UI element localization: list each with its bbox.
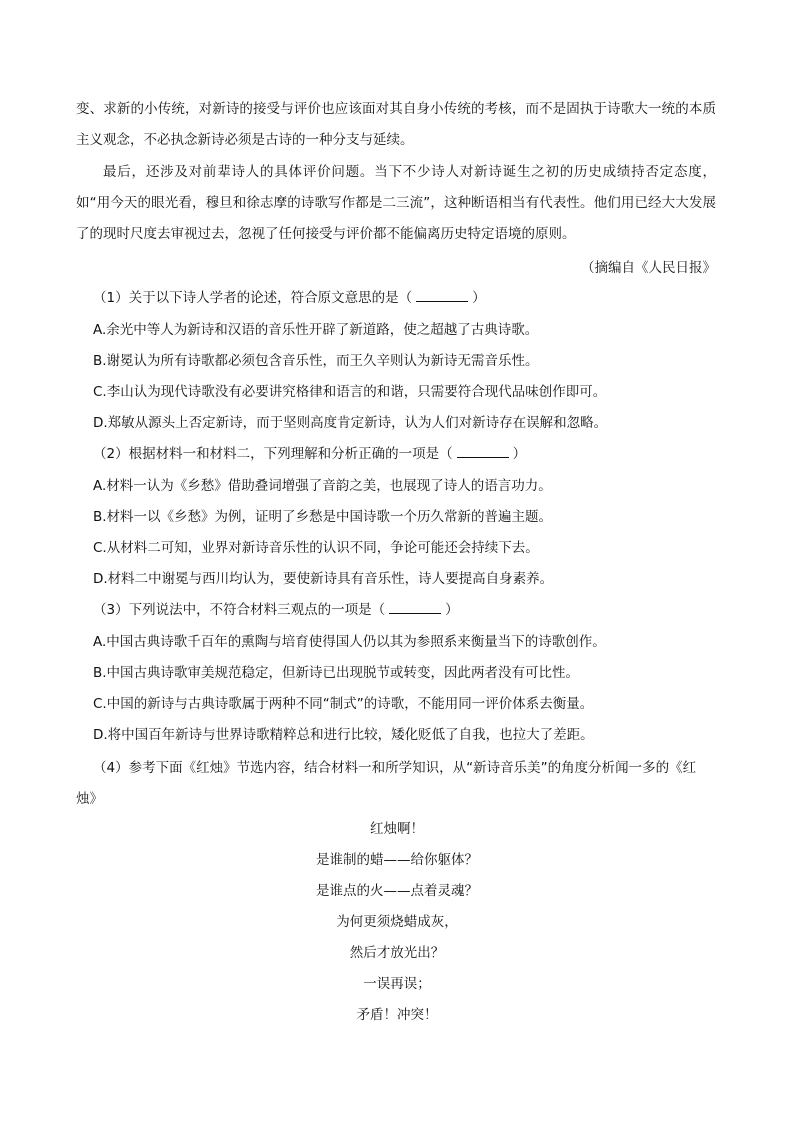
q3-option-c: C.中国的新诗与古典诗歌属于两种不同“制式”的诗歌，不能用同一评价体系去衡量。 — [93, 696, 594, 712]
q2-option-a: A.材料一认为《乡愁》借助叠词增强了音韵之美，也展现了诗人的语言功力。 — [93, 478, 552, 494]
question-2 — [93, 444, 716, 464]
q2-option-d: D.材料二中谢冕与西川均认为，要使新诗具有音乐性，诗人要提高自身素养。 — [93, 571, 554, 587]
poem-line-1: 红烛啊！ — [370, 821, 424, 837]
question-4 — [76, 753, 716, 815]
poem-line-7: 矛盾！冲突！ — [356, 1007, 438, 1023]
poem-line-5: 然后才放光出？ — [349, 945, 445, 961]
poem-line-2: 是谁制的蜡——给你躯体？ — [316, 852, 478, 868]
answer-blank-3[interactable] — [389, 601, 441, 614]
question-2-stem: （2）根据材料一和材料二，下列理解和分析正确的一项是（ — [93, 446, 453, 462]
q3-option-d: D.将中国百年新诗与世界诗歌精粹总和进行比较，矮化贬低了自我，也拉大了差距。 — [93, 727, 594, 743]
q1-option-c: C.李山认为现代诗歌没有必要讲究格律和语言的和谐，只需要符合现代品味创作即可。 — [93, 384, 607, 400]
question-4-line-1: （4）参考下面《红烛》节选内容，结合材料一和所学知识，从“新诗音乐美”的角度分析闻一多的《红 — [93, 760, 697, 776]
question-3 — [93, 600, 716, 620]
poem-line-3: 是谁点的火——点着灵魂？ — [316, 883, 478, 899]
q1-option-a: A.余光中等人为新诗和汉语的音乐性开辟了新道路，使之超越了古典诗歌。 — [93, 322, 539, 338]
passage-paragraph-2: 最后，还涉及对前辈诗人的具体评价问题。当下不少诗人对新诗诞生之初的历史成绩持否定态度，如“用今天的眼光看，穆旦和徐志摩的诗歌写作都是二三流”，这种断语相当有代表性。他们用已经大大发展了的现时尺度去审视过去，忽视了任何接受与评价都不能偏离历史特定语境的原则。 — [76, 164, 716, 242]
answer-blank-2[interactable] — [457, 445, 509, 458]
q1-option-b: B.谢冕认为所有诗歌都必须包含音乐性，而王久辛则认为新诗无需音乐性。 — [93, 353, 539, 369]
answer-blank-1[interactable] — [416, 289, 468, 302]
q3-option-b: B.中国古典诗歌审美规范稳定，但新诗已出现脱节或转变，因此两者没有可比性。 — [93, 665, 580, 681]
poem-line-4: 为何更须烧蜡成灰， — [336, 914, 458, 930]
question-1-stem: （1）关于以下诗人学者的论述，符合原文意思的是（ — [93, 290, 413, 306]
question-2-close: ） — [512, 446, 527, 462]
question-1 — [93, 288, 716, 308]
q2-option-b: B.材料一以《乡愁》为例，证明了乡愁是中国诗歌一个历久常新的普遍主题。 — [93, 509, 553, 525]
q1-option-d: D.郑敏从源头上否定新诗，而于坚则高度肯定新诗，认为人们对新诗存在误解和忽略。 — [93, 415, 608, 431]
q3-option-a: A.中国古典诗歌千百年的熏陶与培育使得国人仍以其为参照系来衡量当下的诗歌创作。 — [93, 634, 606, 650]
question-3-close: ） — [445, 602, 459, 618]
question-3-stem: （3）下列说法中，不符合材料三观点的一项是（ — [93, 602, 386, 618]
poem-line-6: 一误再误； — [363, 976, 431, 992]
passage-paragraph-1: 变、求新的小传统，对新诗的接受与评价也应该面对其自身小传统的考核，而不是固执于诗歌大一统的本质主义观念，不必执念新诗必须是古诗的一种分支与延续。 — [76, 101, 716, 148]
question-4-line-2: 烛》 — [76, 791, 103, 807]
source-citation: （摘编自《人民日报》 — [581, 260, 716, 276]
q2-option-c: C.从材料二可知，业界对新诗音乐性的认识不同，争论可能还会持续下去。 — [93, 540, 539, 556]
question-1-close: ） — [472, 290, 486, 306]
